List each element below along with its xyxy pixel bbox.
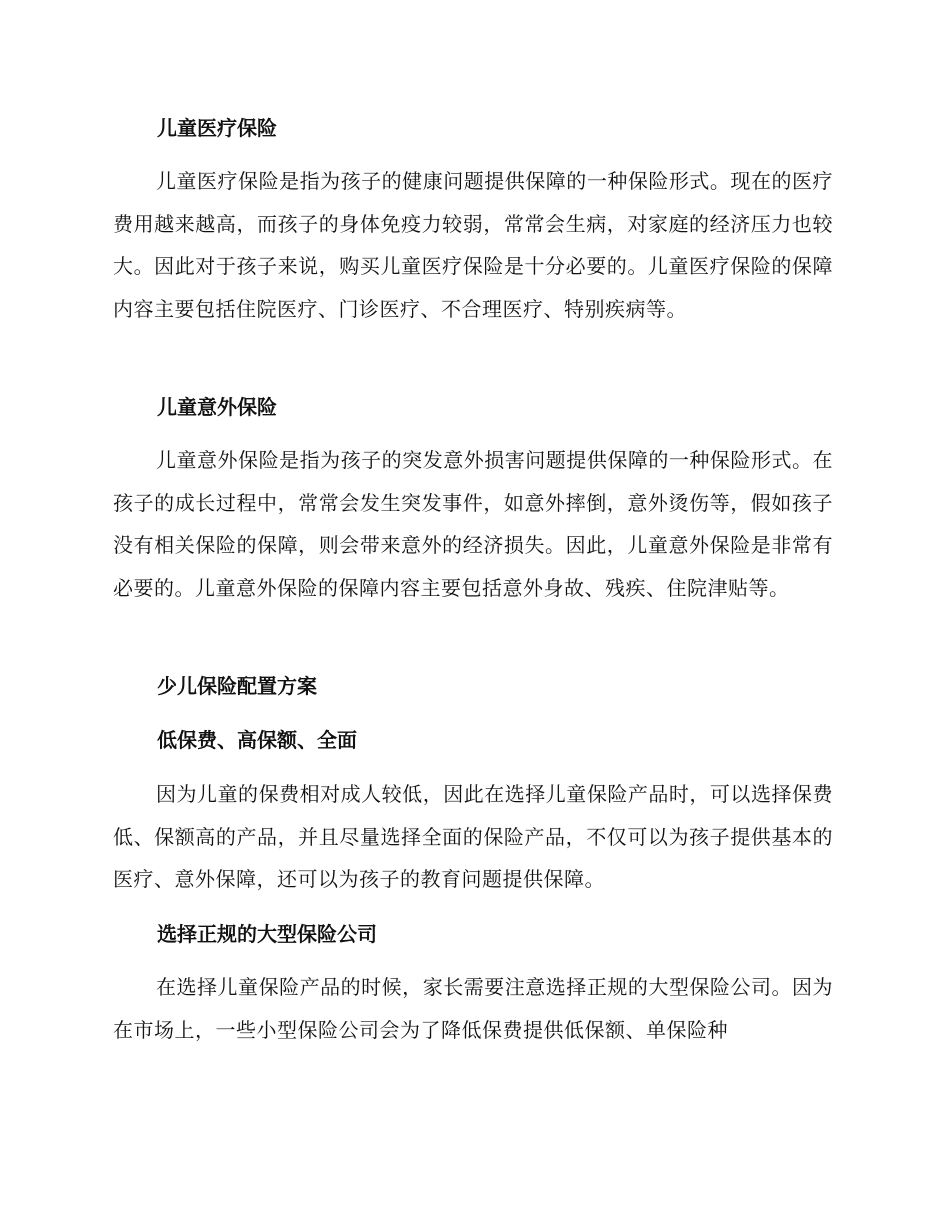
- section-heading-insurer: 选择正规的大型保险公司: [157, 922, 377, 946]
- section-heading-medical: 儿童医疗保险: [157, 116, 277, 140]
- section-heading-low-premium: 低保费、高保额、全面: [157, 728, 357, 752]
- section-paragraph-insurer: 在选择儿童保险产品的时候，家长需要注意选择正规的大型保险公司。因为在市场上，一些小型保险公司会为了降低保费提供低保额、单保险种: [113, 975, 833, 1042]
- section-paragraph-medical: 儿童医疗保险是指为孩子的健康问题提供保障的一种保险形式。现在的医疗费用越来越高，而孩子的身体免疫力较弱，常常会生病，对家庭的经济压力也较大。因此对于孩子来说，购买儿童医疗保险是十分必要的。儿童医疗保险的保障内容主要包括住院医疗、门诊医疗、不合理医疗、特别疾病等。: [113, 169, 833, 321]
- section-heading-accident: 儿童意外保险: [157, 395, 277, 419]
- section-paragraph-low-premium: 因为儿童的保费相对成人较低，因此在选择儿童保险产品时，可以选择保费低、保额高的产品，并且尽量选择全面的保险产品，不仅可以为孩子提供基本的医疗、意外保障，还可以为孩子的教育问题提供保障。: [113, 782, 833, 891]
- section-heading-plan: 少儿保险配置方案: [157, 674, 317, 698]
- section-paragraph-accident: 儿童意外保险是指为孩子的突发意外损害问题提供保障的一种保险形式。在孩子的成长过程中，常常会发生突发事件，如意外摔倒，意外烫伤等，假如孩子没有相关保险的保障，则会带来意外的经济损失。因此，儿童意外保险是非常有必要的。儿童意外保险的保障内容主要包括意外身故、残疾、住院津贴等。: [113, 448, 833, 600]
